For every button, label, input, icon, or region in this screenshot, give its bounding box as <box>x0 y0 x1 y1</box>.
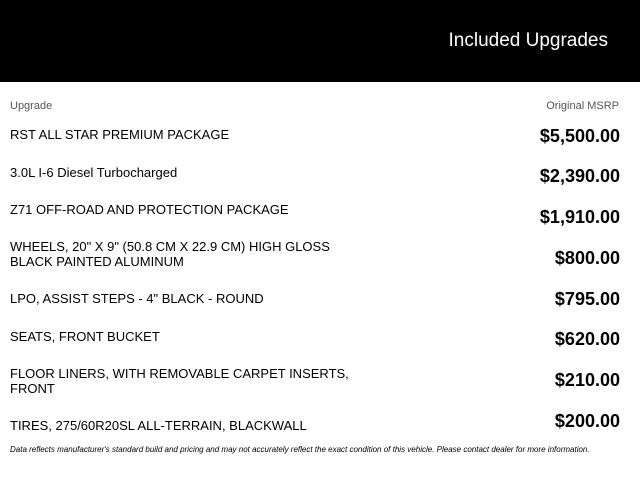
upgrade-price: $2,390.00 <box>539 166 620 186</box>
upgrade-label: SEATS, FRONT BUCKET <box>10 329 160 344</box>
page-title: Included Upgrades <box>448 30 608 51</box>
upgrade-price: $800.00 <box>554 248 620 268</box>
upgrade-price: $1,910.00 <box>539 207 620 227</box>
header-bar <box>0 0 640 82</box>
upgrade-label: FLOOR LINERS, WITH REMOVABLE CARPET INSERTS, FRONT <box>10 366 349 396</box>
column-header-msrp: Original MSRP <box>546 100 619 112</box>
upgrade-price: $620.00 <box>554 329 620 349</box>
column-header-upgrade: Upgrade <box>10 100 53 112</box>
upgrade-price: $210.00 <box>554 370 620 390</box>
upgrade-label: RST ALL STAR PREMIUM PACKAGE <box>10 127 230 142</box>
upgrade-price: $5,500.00 <box>539 126 620 146</box>
upgrade-label: Z71 OFF-ROAD AND PROTECTION PACKAGE <box>10 202 289 217</box>
upgrade-label: 3.0L I-6 Diesel Turbocharged <box>10 165 178 180</box>
upgrade-label: TIRES, 275/60R20SL ALL-TERRAIN, BLACKWALL <box>10 418 307 433</box>
upgrade-label: LPO, ASSIST STEPS - 4" BLACK - ROUND <box>10 291 264 306</box>
disclaimer-text: Data reflects manufacturer's standard build and pricing and may not accurately reflect the exact condition of this vehicle. Please contact dealer for more information. <box>10 445 590 454</box>
upgrade-price: $795.00 <box>554 289 620 309</box>
upgrade-label: WHEELS, 20" X 9" (50.8 CM X 22.9 CM) HIGH GLOSS BLACK PAINTED ALUMINUM <box>10 239 330 269</box>
upgrade-price: $200.00 <box>554 411 620 431</box>
